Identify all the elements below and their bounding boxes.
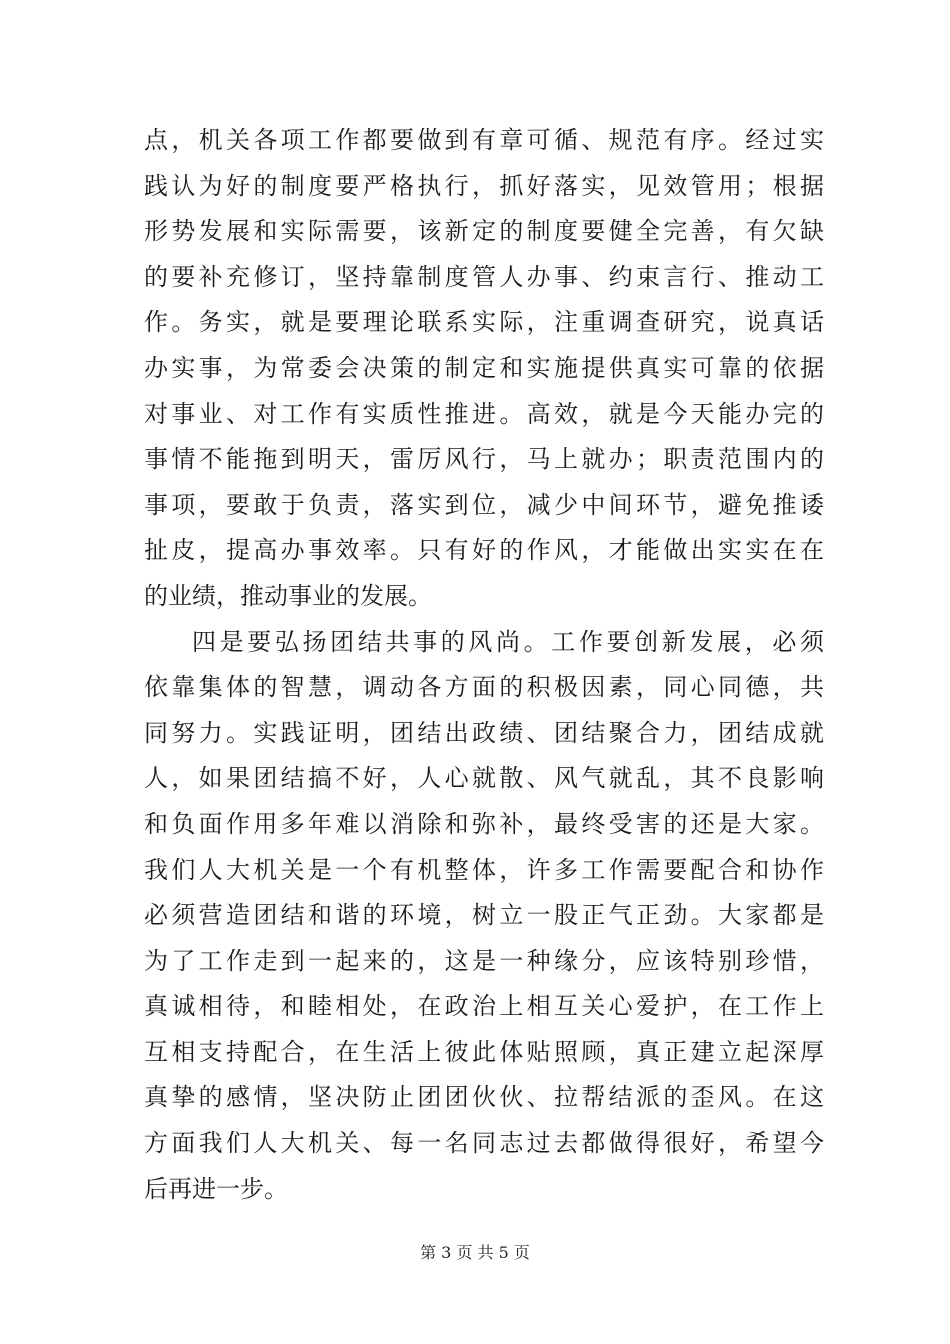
text-line: 人，如果团结搞不好，人心就散、风气就乱，其不良影响 (144, 764, 824, 793)
paragraph-end-line: 的业绩，推动事业的发展。 (144, 581, 432, 610)
paragraph-start-line: 四是要弘扬团结共事的风尚。工作要创新发展，必须 (192, 627, 824, 656)
text-line: 的要补充修订，坚持靠制度管人办事、约束言行、推动工 (144, 262, 824, 291)
text-line: 对事业、对工作有实质性推进。高效，就是今天能办完的 (144, 399, 824, 428)
text-line: 互相支持配合，在生活上彼此体贴照顾，真正建立起深厚 (144, 1037, 824, 1066)
text-line: 为了工作走到一起来的，这是一种缘分，应该特别珍惜， (144, 946, 824, 975)
text-line: 践认为好的制度要严格执行，抓好落实，见效管用；根据 (144, 171, 824, 200)
text-line: 同努力。实践证明，团结出政绩、团结聚合力，团结成就 (144, 718, 824, 747)
text-line: 和负面作用多年难以消除和弥补，最终受害的还是大家。 (144, 809, 824, 838)
text-line: 办实事，为常委会决策的制定和实施提供真实可靠的依据 (144, 353, 824, 382)
text-line: 事项，要敢于负责，落实到位，减少中间环节，避免推诿 (144, 490, 824, 519)
body-text (144, 118, 824, 1212)
text-line: 必须营造团结和谐的环境，树立一股正气正劲。大家都是 (144, 901, 824, 930)
text-line: 我们人大机关是一个有机整体，许多工作需要配合和协作 (144, 855, 824, 884)
text-line: 方面我们人大机关、每一名同志过去都做得很好，希望今 (144, 1129, 824, 1158)
text-line: 事情不能拖到明天，雷厉风行，马上就办；职责范围内的 (144, 445, 824, 474)
text-line: 点，机关各项工作都要做到有章可循、规范有序。经过实 (144, 126, 824, 154)
paragraph-end-line: 后再进一步。 (144, 1174, 288, 1203)
text-line: 作。务实，就是要理论联系实际，注重调查研究，说真话 (144, 308, 824, 337)
text-line: 真挚的感情，坚决防止团团伙伙、拉帮结派的歪风。在这 (144, 1083, 824, 1112)
text-line: 形势发展和实际需要，该新定的制度要健全完善，有欠缺 (144, 217, 824, 246)
text-line: 扯皮，提高办事效率。只有好的作风，才能做出实实在在 (144, 536, 824, 565)
text-line: 依靠集体的智慧，调动各方面的积极因素，同心同德，共 (144, 673, 824, 702)
page-number-footer: 第 3 页 共 5 页 (420, 1243, 530, 1262)
text-line: 真诚相待，和睦相处，在政治上相互关心爱护，在工作上 (144, 992, 824, 1021)
